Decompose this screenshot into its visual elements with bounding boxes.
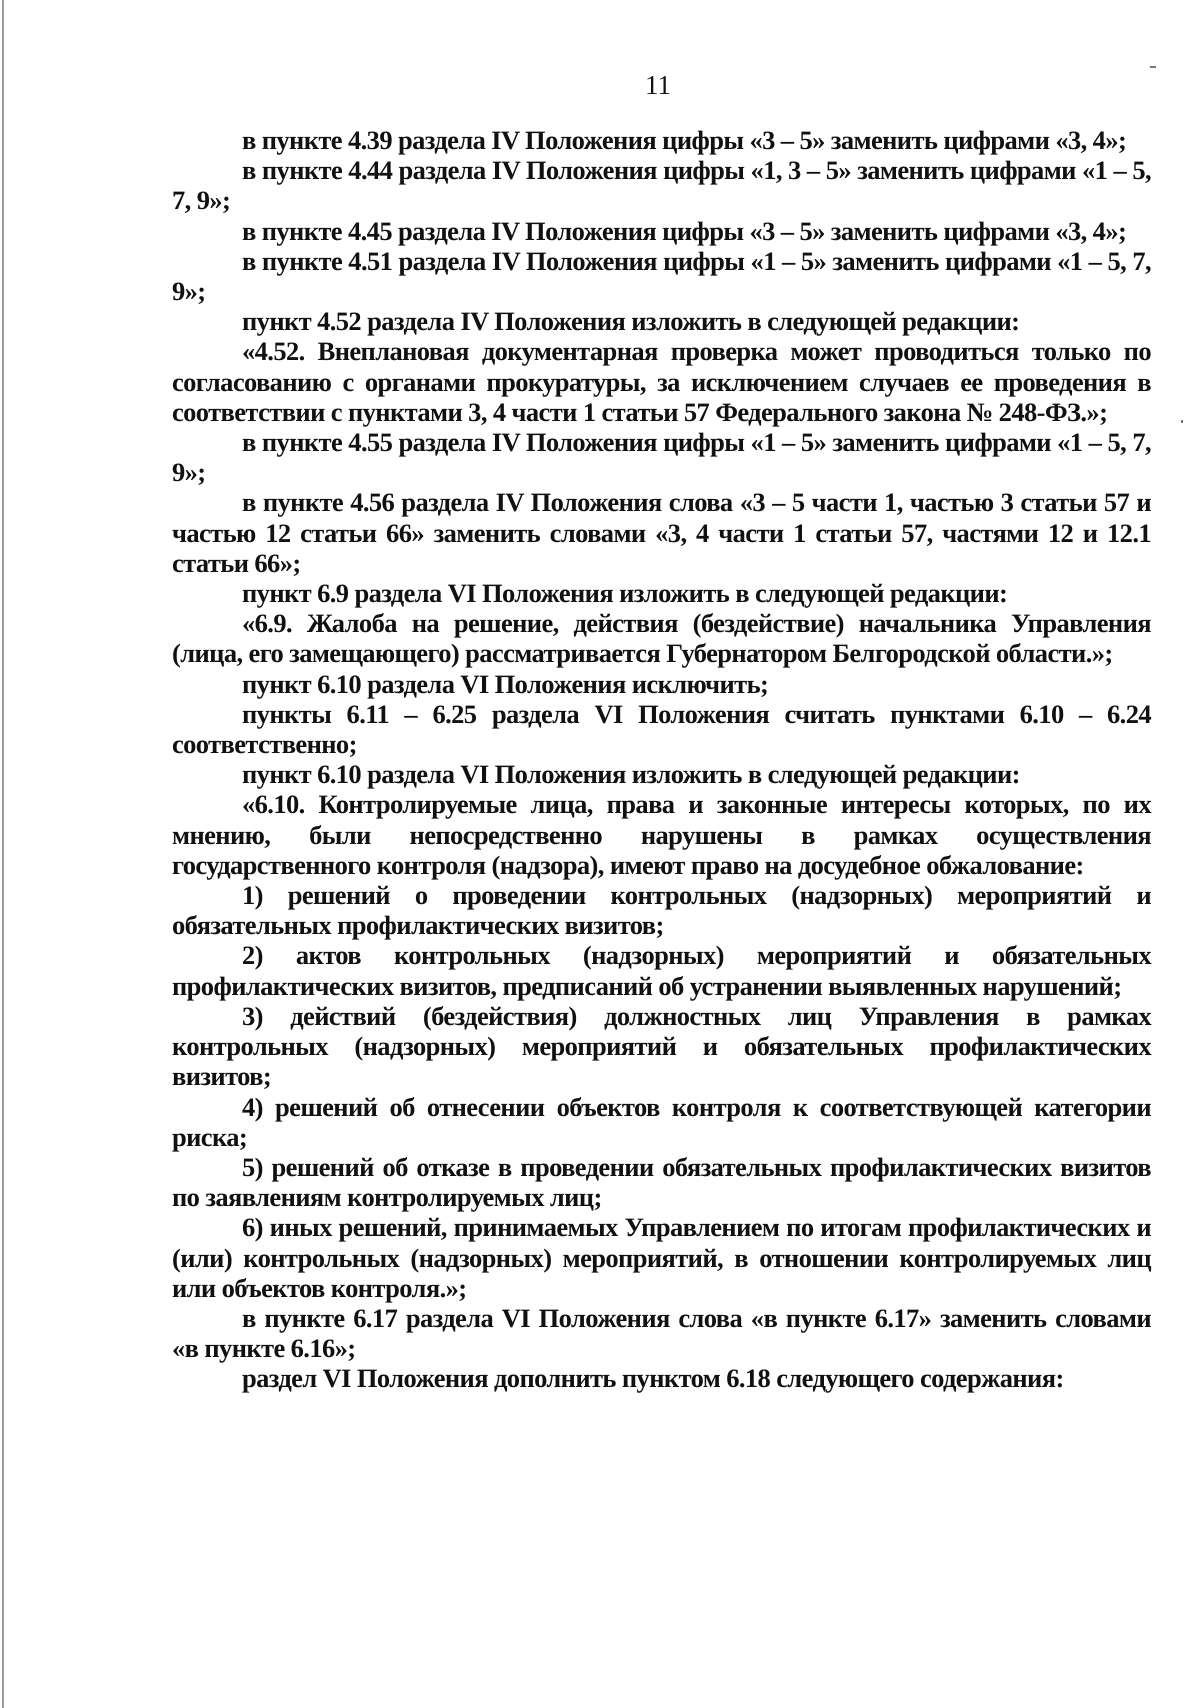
scan-edge <box>2 0 4 1708</box>
scan-speck <box>1150 66 1156 68</box>
list-item-3: 3) действий (бездействия) должностных лиц Управления в рамках контрольных (надзорных) мероприятий и обязательных профилактических визитов; <box>172 1000 1151 1092</box>
paragraph-6-17: в пункте 6.17 раздела VI Положения слова «в пункте 6.17» заменить словами «в пункте 6.16»; <box>172 1302 1151 1364</box>
paragraph-6-10-text: «6.10. Контролируемые лица, права и законные интересы которых, по их мнению, были непосредственно нарушены в рамках осуществления государственного контроля (надзора), имеют право на досудебное обжалование: <box>172 789 1151 880</box>
list-item-5: 5) решений об отказе в проведении обязательных профилактических визитов по заявлениям контролируемых лиц; <box>172 1151 1151 1213</box>
list-item-2: 2) актов контрольных (надзорных) мероприятий и обязательных профилактических визитов, предписаний об устранении выявленных нарушений; <box>172 940 1151 1001</box>
list-item-1: 1) решений о проведении контрольных (надзорных) мероприятий и обязательных профилактических визитов; <box>172 880 1151 941</box>
paragraph-6-10-exclude: пункт 6.10 раздела VI Положения исключить; <box>242 668 769 699</box>
paragraph-4-44: в пункте 4.44 раздела IV Положения цифры «1, 3 – 5» заменить цифрами «1 – 5, 7, 9»; <box>172 155 1151 216</box>
scan-speck <box>1181 420 1183 423</box>
paragraph-4-39: в пункте 4.39 раздела IV Положения цифры «3 – 5» заменить цифрами «3, 4»; <box>242 125 1127 155</box>
paragraph-4-52-text: «4.52. Внеплановая документарная проверка может проводиться только по согласованию с органами прокуратуры, за исключением случаев ее проведения в соответствии с пунктами 3, 4 части 1 статьи 57 Федерального закона № 248-ФЗ.»; <box>172 336 1151 427</box>
document-body <box>172 125 1151 1394</box>
list-item-4: 4) решений об отнесении объектов контроля к соответствующей категории риска; <box>172 1091 1151 1152</box>
paragraph-4-51: в пункте 4.51 раздела IV Положения цифры «1 – 5» заменить цифрами «1 – 5, 7, 9»; <box>172 245 1151 307</box>
page-number: 11 <box>645 70 671 100</box>
paragraph-6-10-intro: пункт 6.10 раздела VI Положения изложить в следующей редакции: <box>242 759 1020 790</box>
paragraph-4-45: в пункте 4.45 раздела IV Положения цифры «3 – 5» заменить цифрами «3, 4»; <box>242 215 1127 246</box>
paragraph-6-9-intro: пункт 6.9 раздела VI Положения изложить в следующей редакции: <box>242 578 1008 609</box>
list-item-6: 6) иных решений, принимаемых Управлением по итогам профилактических и (или) контрольных (надзорных) мероприятий, в отношении контролируемых лиц или объектов контроля.»; <box>172 1212 1151 1303</box>
paragraph-renumber: пункты 6.11 – 6.25 раздела VI Положения считать пунктами 6.10 – 6.24 соответственно; <box>172 698 1151 760</box>
paragraph-4-55: в пункте 4.55 раздела IV Положения цифры «1 – 5» заменить цифрами «1 – 5, 7, 9»; <box>172 427 1151 488</box>
paragraph-4-52-intro: пункт 4.52 раздела IV Положения изложить в следующей редакции: <box>242 306 1020 337</box>
paragraph-4-56: в пункте 4.56 раздела IV Положения слова «3 – 5 части 1, частью 3 статьи 57 и частью 12 статьи 66» заменить словами «3, 4 части 1 статьи 57, частями 12 и 12.1 статьи 66»; <box>172 487 1151 578</box>
paragraph-6-18-intro: раздел VI Положения дополнить пунктом 6.18 следующего содержания: <box>242 1363 1064 1394</box>
paragraph-6-9-text: «6.9. Жалоба на решение, действия (бездействие) начальника Управления (лица, его замещающего) рассматривается Губернатором Белгородской области.»; <box>172 608 1151 669</box>
